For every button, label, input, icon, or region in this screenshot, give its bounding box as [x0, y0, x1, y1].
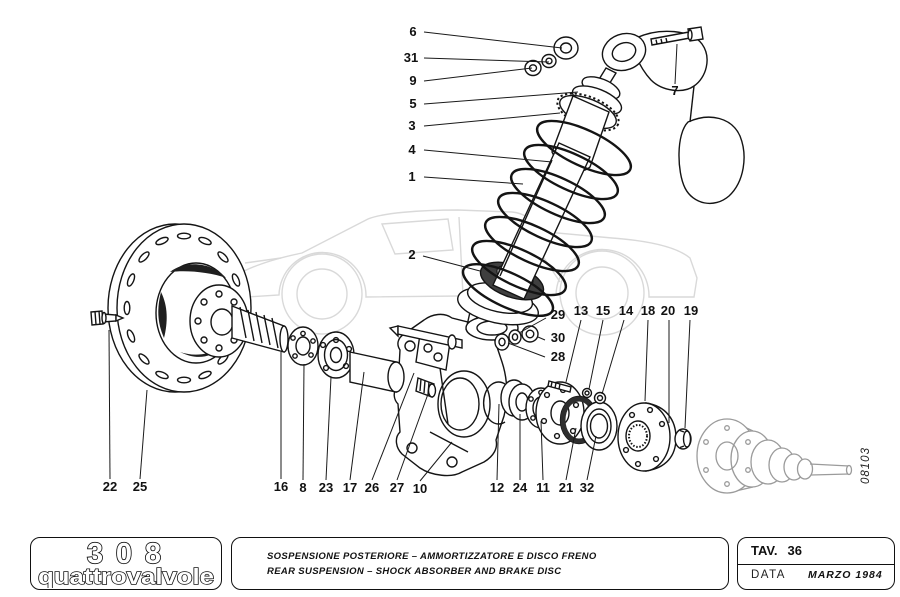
tav-label: TAV. [751, 543, 778, 558]
callout-number-1: 1 [408, 169, 416, 184]
title-english: REAR SUSPENSION – SHOCK ABSORBER AND BRAKE DISC [267, 565, 562, 577]
callout-line-8 [303, 364, 304, 480]
callout-number-7: 7 [671, 83, 679, 98]
callout-line-31 [424, 58, 549, 62]
callout-line-22 [109, 330, 110, 479]
callout-number-30: 30 [550, 330, 566, 345]
logo-block [30, 537, 222, 590]
callout-number-25: 25 [132, 479, 148, 494]
callout-number-24: 24 [512, 480, 528, 495]
tav-number: 36 [787, 543, 802, 558]
cv-joint-boot [697, 419, 852, 493]
plate-number [751, 543, 802, 558]
data-label: DATA [751, 569, 786, 581]
callout-number-8: 8 [299, 480, 307, 495]
callout-number-21: 21 [558, 480, 574, 495]
callout-line-13 [566, 320, 581, 382]
callout-number-4: 4 [408, 142, 416, 157]
plate-divider [738, 564, 894, 565]
callout-line-6 [424, 32, 562, 48]
callout-number-16: 16 [273, 479, 289, 494]
logo-model-name: quattrovalvole [38, 564, 214, 588]
callout-number-19: 19 [683, 303, 699, 318]
brake-disc [108, 224, 251, 392]
callout-number-15: 15 [595, 303, 611, 318]
drawing-title-block [231, 537, 729, 590]
callout-number-22: 22 [102, 479, 118, 494]
callout-line-17 [350, 372, 364, 480]
callout-number-29: 29 [550, 307, 566, 322]
callout-line-1 [424, 177, 523, 184]
callout-number-31: 31 [403, 50, 419, 65]
callout-number-5: 5 [409, 96, 417, 111]
callout-number-23: 23 [318, 480, 334, 495]
plate-number-block [737, 537, 895, 590]
logo-model-number: 308 [87, 538, 165, 570]
callout-number-2: 2 [408, 247, 416, 262]
callout-number-13: 13 [573, 303, 589, 318]
callout-number-28: 28 [550, 349, 566, 364]
callout-number-6: 6 [409, 24, 417, 39]
callout-number-18: 18 [640, 303, 656, 318]
date-value: MARZO 1984 [807, 569, 883, 581]
callout-number-3: 3 [408, 118, 416, 133]
callout-line-25 [140, 390, 147, 479]
callout-number-12: 12 [489, 480, 505, 495]
callout-number-14: 14 [618, 303, 634, 318]
callout-line-23 [326, 377, 331, 480]
callout-line-30 [538, 337, 545, 340]
doc-code: 08103 [860, 447, 872, 484]
callout-line-15 [589, 320, 603, 389]
callout-number-17: 17 [342, 480, 358, 495]
callout-number-27: 27 [389, 480, 405, 495]
top-mount-hardware [525, 37, 578, 76]
callout-number-32: 32 [579, 480, 595, 495]
callout-number-20: 20 [660, 303, 676, 318]
callout-line-14 [602, 320, 624, 394]
callout-line-9 [424, 68, 532, 81]
callout-number-10: 10 [412, 481, 428, 496]
callout-line-4 [424, 150, 552, 162]
callout-number-26: 26 [364, 480, 380, 495]
callout-number-11: 11 [536, 480, 550, 495]
callout-line-19 [685, 320, 690, 428]
callout-number-9: 9 [409, 73, 417, 88]
bell-hub [618, 403, 691, 471]
callout-line-18 [645, 320, 648, 401]
callout-line-5 [424, 92, 578, 104]
callout-line-28 [508, 343, 545, 357]
title-italian: SOSPENSIONE POSTERIORE – AMMORTIZZATORE E DISCO FRENO [267, 550, 597, 562]
